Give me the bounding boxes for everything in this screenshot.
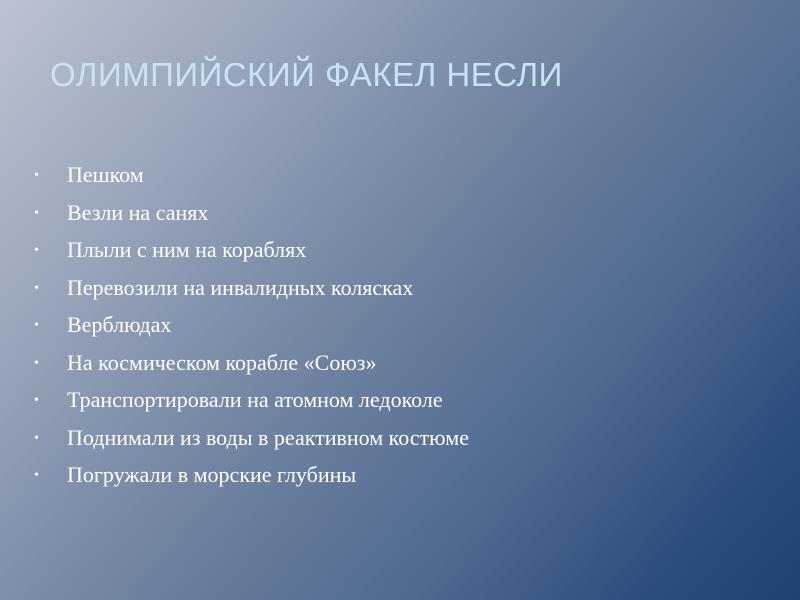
bullet-list	[34, 162, 469, 500]
list-item	[34, 275, 469, 313]
bullet-dot-icon: •	[34, 205, 39, 221]
list-item	[34, 312, 469, 350]
list-item	[34, 200, 469, 238]
list-item-label: Верблюдах	[67, 312, 172, 337]
list-item-label: Плыли с ним на кораблях	[67, 237, 307, 262]
bullet-dot-icon: •	[34, 393, 39, 408]
list-item-label: Пешком	[67, 162, 144, 187]
bullet-dot-icon: •	[34, 468, 39, 483]
bullet-dot-icon: •	[34, 318, 39, 333]
slide-title: ОЛИМПИЙСКИЙ ФАКЕЛ НЕСЛИ	[50, 56, 563, 93]
list-item-label: Погружали в морские глубины	[67, 462, 357, 487]
bullet-dot-icon: •	[34, 430, 39, 446]
list-item-label: Перевозили на инвалидных колясках	[67, 274, 414, 300]
list-item	[34, 162, 469, 200]
list-item	[34, 462, 469, 500]
bullet-dot-icon: •	[34, 355, 39, 371]
bullet-dot-icon: •	[34, 168, 39, 183]
list-item-label: Транспортировали на атомном ледоколе	[67, 387, 443, 412]
list-item-label: На космическом корабле «Союз»	[67, 349, 377, 375]
bullet-dot-icon: •	[34, 243, 39, 258]
bullet-dot-icon: •	[34, 280, 39, 296]
list-item	[34, 237, 469, 275]
list-item	[34, 425, 469, 463]
list-item-label: Поднимали из воды в реактивном костюме	[67, 424, 469, 450]
list-item	[34, 350, 469, 388]
list-item-label: Везли на санях	[67, 199, 209, 225]
list-item	[34, 387, 469, 425]
